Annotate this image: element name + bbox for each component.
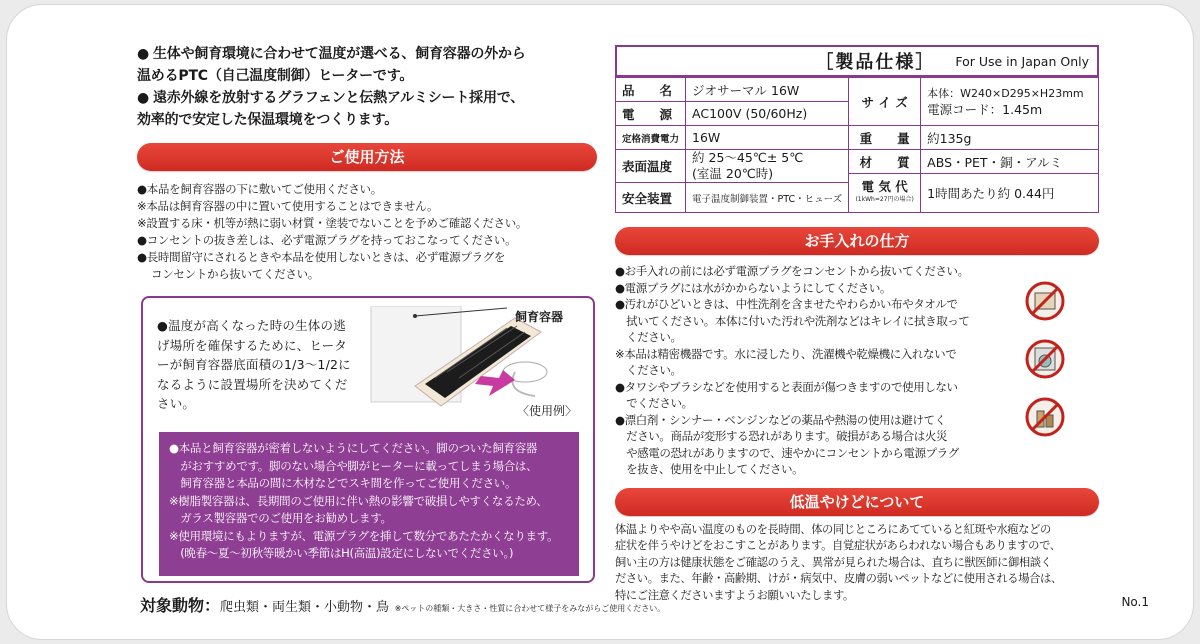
warning-line: がおすすめです。脚のない場合や脚がヒーターに載ってしまう場合は、 [169, 458, 538, 473]
spec-label [849, 174, 921, 213]
spec-value: 約135g [921, 126, 1099, 150]
example-label: 〈使用例〉 [517, 404, 578, 418]
spec-value [686, 150, 849, 183]
spec-value: 16W [686, 126, 849, 150]
spec-label: 定格消費電力 [616, 126, 686, 150]
no-chemicals-icon [1025, 397, 1065, 437]
spec-value: ABS・PET・銅・アルミ [921, 150, 1099, 174]
burn-line: 特にご注意くださいますようお願いいたします。 [615, 588, 854, 602]
usage-note: ※設置する床・机等が熱に弱い材質・塗装でないことを予めご確認ください。 [137, 216, 528, 230]
spec-value: ジオサーマル 16W [686, 78, 849, 102]
target-animals-list: 爬虫類・両生類・小動物・鳥 [220, 600, 390, 615]
intro-line-1: ● 生体や飼育環境に合わせて温度が選べる、飼育容器の外から [137, 46, 526, 62]
size-cord: 電源コード：1.45m [927, 101, 1043, 117]
spec-region: For Use in Japan Only [955, 53, 1089, 69]
spec-label: サ イ ズ [849, 78, 921, 126]
surface-condition: (室温 20℃時) [692, 166, 774, 181]
care-line: ●汚れがひどいときは、中性洗剤を含ませたやわらかい布やタオルで [615, 297, 958, 311]
usage-note: ●長時間留守にされるときや本品を使用しないときは、必ず電源プラグを [137, 250, 506, 264]
surface-range: 約 25〜45℃± 5℃ [692, 150, 804, 165]
intro-section [137, 43, 597, 131]
usage-note: ●本品を飼育容器の下に敷いてご使用ください。 [137, 182, 382, 196]
care-line: ●お手入れの前には必ず電源プラグをコンセントから抜いてください。 [615, 264, 969, 278]
burn-line: ださい。また、年齢・高齢期、けが・病気中、皮膚の弱いペットなどに使用される場合は、 [615, 572, 1062, 585]
burn-line: 体温よりやや高い温度のものを長時間、体の同じところにあてていると紅斑や水疱などの [615, 522, 1051, 536]
burn-notes [615, 522, 1099, 605]
spec-value: AC100V (50/60Hz) [686, 102, 849, 126]
spec-row [616, 126, 1099, 150]
container-label: 飼育容器 [515, 310, 564, 324]
usage-note: ●コンセントの抜き差しは、必ず電源プラグを持っておこなってください。 [137, 233, 517, 247]
care-line: ●漂白剤・シンナー・ベンジンなどの薬品や熱湯の使用は避けてく [615, 412, 946, 427]
intro-line-2b: 効率的で安定した保温環境をつくります。 [137, 112, 399, 128]
placement-box [141, 296, 595, 583]
care-line: や感電の恐れがありますので、速やかにコンセントから電源プラグ [615, 445, 959, 460]
warning-line: ガラス製容器でのご使用をお勧めします。 [169, 511, 392, 525]
page-number: No.1 [1121, 595, 1149, 609]
spec-table [615, 77, 1099, 213]
size-body: 本体：W240×D295×H23mm [927, 86, 1084, 100]
warning-line: ※樹脂製容器は、長期間のご使用に伴い熱の影響で破損しやすくなるため、 [169, 493, 548, 508]
left-column [137, 43, 597, 283]
spec-value: 電子温度制御装置・PTC・ヒューズ [686, 183, 849, 213]
spec-label: 品 名 [616, 78, 686, 102]
no-wet-wipe-icon [1025, 281, 1065, 321]
spec-label: 重 量 [849, 126, 921, 150]
care-line: を抜き、使用を中止してください。 [615, 462, 804, 476]
care-line: ださい。商品が変形する恐れがあります。破損がある場合は火災 [615, 429, 948, 443]
cost-sub: (1kWh=27円の場合) [855, 196, 914, 203]
placement-text: ●温度が高くなった時の生体の逃げ場所を確保するために、ヒーターが飼育容器底面積の1/3〜1/2になるように設置場所を決めてください。 [157, 318, 351, 411]
spec-label: 材 質 [849, 150, 921, 174]
target-note: ※ペットの種類・大きさ・性質に合わせて様子をみながらご使用ください。 [394, 604, 666, 613]
care-line: ください。 [615, 363, 682, 377]
care-line: ください。 [615, 330, 682, 344]
cost-label: 電 気 代 [861, 179, 908, 194]
care-notes [615, 263, 1025, 478]
spec-label: 電 源 [616, 102, 686, 126]
warning-line: 飼育容器と本品の間に木材などでスキ間を作ってご使用ください。 [169, 476, 517, 490]
warning-line: ●本品と飼育容器が密着しないようにしてください。脚のついた飼育容器 [169, 441, 538, 455]
care-line: でください。 [615, 396, 693, 410]
care-line: 拭いてください。本体に付いた汚れや洗剤などはキレイに拭き取って [615, 313, 970, 328]
right-column [615, 45, 1099, 604]
spec-value [921, 78, 1099, 126]
care-banner: お手入れの仕方 [615, 227, 1099, 255]
target-label: 対象動物： [140, 596, 221, 615]
spec-row [616, 150, 1099, 174]
spec-title: ［製品仕様］ [815, 52, 936, 73]
care-line: ●タワシやブラシなどを使用すると表面が傷つきますので使用しない [615, 379, 958, 394]
placement-warnings [159, 432, 579, 576]
spec-label: 安全装置 [616, 183, 686, 213]
burn-line: 症状を伴うやけどをおこすことがあります。自覚症状があらわれない場合もありますので、 [615, 539, 1061, 552]
spec-header [615, 45, 1099, 77]
burn-line: 飼い主の方は健康状態をご確認のうえ、異常が見られた場合は、直ちに獣医師に御相談く [615, 555, 1052, 569]
warning-line: (晩春〜夏〜初秋等暖かい季節はH(高温)設定にしないでください。) [169, 546, 514, 560]
no-washing-machine-icon [1025, 339, 1065, 379]
usage-note: ※本品は飼育容器の中に置いて使用することはできません。 [137, 199, 439, 213]
burn-banner: 低温やけどについて [615, 488, 1099, 516]
instruction-sheet [6, 4, 1194, 640]
spec-label: 表面温度 [616, 150, 686, 183]
spec-value: 1時間あたり約 0.44円 [921, 174, 1099, 213]
care-line: ●電源プラグには水がかからないようにしてください。 [615, 280, 892, 295]
usage-banner: ご使用方法 [137, 143, 597, 171]
target-animals [140, 593, 665, 616]
intro-line-1b: 温めるPTC（自己温度制御）ヒーターです。 [137, 68, 414, 84]
intro-line-2: ● 遠赤外線を放射するグラフェンと伝熱アルミシート採用で、 [137, 90, 525, 106]
usage-notes [137, 181, 597, 283]
spec-row [616, 78, 1099, 102]
warning-line: ※使用環境にもよりますが、電源プラグを挿して数分であたたかくなります。 [169, 528, 559, 543]
usage-note-cont: コンセントから抜いてください。 [151, 267, 319, 281]
care-line: ※本品は精密機器です。水に浸したり、洗濯機や乾燥機に入れないで [615, 346, 957, 361]
